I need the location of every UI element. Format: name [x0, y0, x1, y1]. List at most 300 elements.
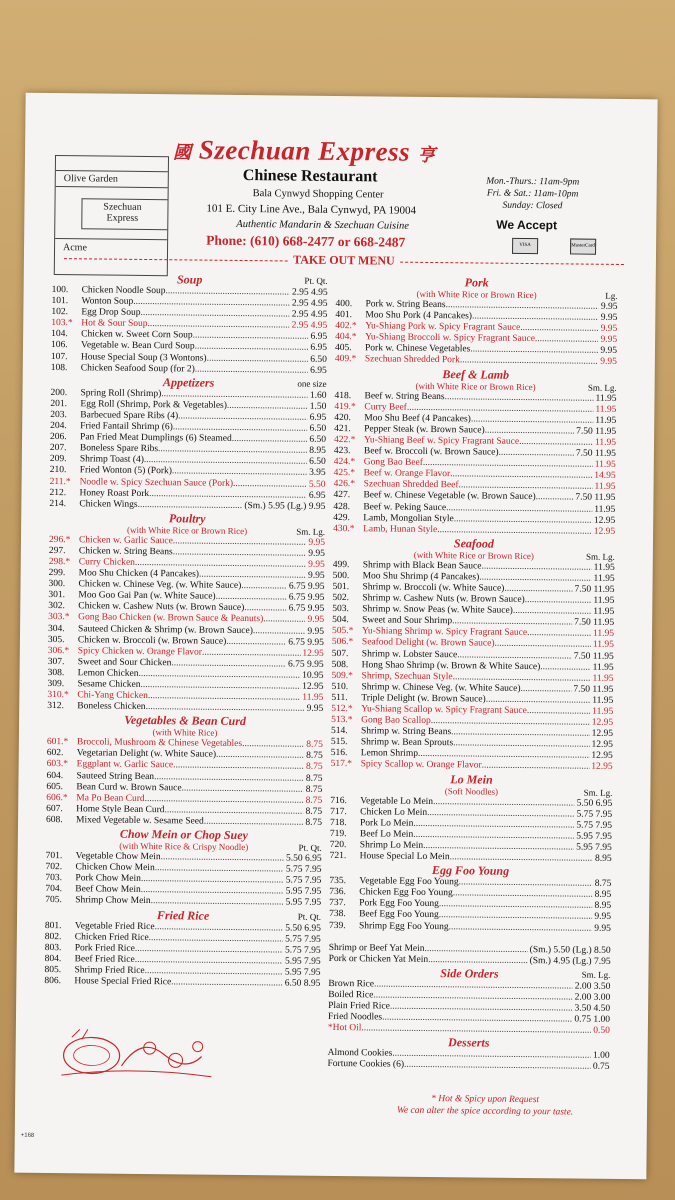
menu-item-price: 5.50	[308, 479, 326, 490]
leader-dots	[535, 334, 599, 346]
menu-item-number: 502.	[332, 593, 350, 604]
menu-item-name: Spicy Scallop w. Orange Flavor	[360, 759, 482, 772]
menu-item-price: 7.50 11.95	[573, 684, 614, 695]
menu-item-price: 9.95	[600, 346, 618, 357]
leader-dots	[540, 662, 590, 674]
leader-dots	[404, 1060, 591, 1073]
menu-item-number: 425.*	[333, 468, 356, 479]
menu-item-number: 603.*	[46, 759, 69, 770]
menu-item-name: House Special Fried Rice	[74, 976, 172, 988]
restaurant-name: Szechuan Express	[198, 134, 411, 167]
menu-item-price: 5.75 7.95	[576, 809, 613, 820]
menu-item-price: 9.95	[307, 626, 325, 637]
menu-item-number: 427.	[333, 490, 351, 501]
menu-item-name: Chicken w. Chinese Veg. (w. White Sauce)	[78, 579, 242, 592]
menu-item-name: Shrimp w. Cashew Nuts (w. Brown Sauce)	[362, 593, 525, 606]
menu-item-price: 11.95	[592, 640, 614, 651]
menu-item-number: 501.	[332, 581, 350, 593]
menu-item-price: 11.95	[302, 692, 324, 703]
menu-item-number: 500.	[332, 570, 350, 582]
menu-item-name: Sauteed Chicken & Shrimp (w. Brown Sauce)	[78, 623, 253, 636]
menu-item-name: Lamb, Mongolian Style	[363, 512, 454, 524]
leader-dots	[242, 739, 304, 751]
section-note: (with White Rice or Brown Rice) Sm. Lg.	[413, 549, 615, 562]
menu-item-name: Ma Po Bean Curd	[76, 793, 145, 804]
menu-item-number: 409.*	[334, 354, 357, 365]
map-label-acme: Acme	[62, 242, 87, 254]
menu-item-name: Chicken Seafood Soup (for 2)	[80, 362, 195, 375]
menu-item-name: Spicy Chicken w. Orange Flavor	[77, 646, 203, 658]
menu-item-name: Lamb, Hunan Style	[363, 523, 438, 535]
menu-item-price: 12.95	[302, 681, 324, 692]
menu-item-number: 212.	[49, 487, 67, 498]
menu-item	[327, 1059, 609, 1073]
menu-item-price: 11.95	[593, 562, 615, 573]
menu-item-price: 6.95	[310, 343, 328, 354]
menu-item-number: 300.	[48, 579, 66, 590]
menu-item-number: 802.	[44, 931, 62, 942]
menu-item-number: 312.	[47, 701, 64, 712]
menu-item-number: 514.	[330, 726, 348, 737]
section-price-columns: Pt. Qt.	[304, 275, 328, 286]
section-title: Egg Foo Young	[431, 863, 510, 878]
menu-item-price: 8.75	[305, 762, 323, 773]
menu-item-price: 14.95	[594, 470, 616, 482]
menu-item-number: 736.	[329, 887, 346, 898]
menu-item-name: Shrimp with Black Bean Sauce	[362, 560, 482, 572]
menu-item-name: Fried Wonton (5) (Pork)	[79, 465, 172, 477]
menu-item-number: 303.*	[48, 612, 70, 623]
menu-item-number: 301.	[48, 590, 66, 601]
menu-item-number: 308.	[47, 667, 65, 679]
leader-dots	[525, 595, 592, 607]
menu-item-price: 12.95	[302, 648, 324, 659]
menu-item-number: 302.	[48, 601, 65, 612]
menu-item-price: 9.95	[594, 923, 612, 934]
leader-dots	[499, 448, 574, 460]
menu-item-name: Pork w. Chinese Vegetables	[364, 343, 471, 355]
menu-item-price: 8.95	[309, 445, 326, 457]
menu-item-price: 9.95	[600, 323, 618, 335]
leader-dots	[504, 584, 572, 596]
menu-item-number: 804.	[44, 953, 62, 964]
section-price-columns: one size	[297, 378, 327, 389]
menu-item-number: 604.	[46, 770, 64, 781]
leader-dots	[527, 706, 590, 718]
menu-item-price: 3.50 4.50	[574, 1003, 611, 1014]
menu-item-price: 0.50	[593, 1025, 610, 1037]
menu-item-name: Lemon Shrimp	[360, 748, 419, 760]
menu-item-price: 8.75	[306, 739, 323, 751]
menu-item-number: 430.*	[333, 523, 355, 534]
menu-item-price: 6.95	[309, 412, 327, 423]
menu-item-number: 719.	[329, 828, 347, 839]
menu-item-price: 11.95	[592, 662, 614, 673]
menu-item-number: 297.	[48, 545, 66, 557]
menu-item-price	[609, 934, 611, 945]
menu-item-number: 100.	[51, 285, 69, 296]
menu-item-name: Chicken Fried Rice	[74, 931, 149, 943]
leader-dots	[449, 922, 593, 935]
menu-item-name: Vegetable Fried Rice	[74, 920, 155, 932]
menu-item-number: 701.	[45, 851, 63, 862]
menu-item-name: Shrimp w. Bean Sprouts	[360, 737, 454, 749]
menu-item-number: 735.	[329, 876, 347, 887]
menu-item-number: 102.	[51, 307, 69, 318]
menu-item-price: 11.95	[592, 706, 614, 717]
menu-item-price: 0.75	[592, 1062, 610, 1073]
leader-dots	[263, 615, 305, 627]
menu-item-name: Curry Beef	[364, 401, 407, 413]
menu-item-number: 805.	[44, 964, 62, 976]
menu-item-number: 705.	[45, 895, 62, 906]
menu-item-number: 426.*	[333, 479, 356, 490]
menu-item-name: House Special Soup (3 Wontons)	[80, 351, 207, 364]
leader-dots	[233, 478, 307, 490]
menu-item-name: Eggplant w. Garlic Sauce	[76, 759, 174, 771]
menu-item-name: Pork Egg Foo Young	[359, 898, 439, 910]
print-code: +168	[20, 1132, 35, 1139]
menu-item-price: 11.95	[592, 695, 614, 706]
menu-item-price: 10.95	[302, 670, 324, 681]
menu-item	[44, 976, 320, 990]
menu-item-number: 517.*	[330, 759, 353, 770]
menu-item-name: Brown Rice	[328, 978, 375, 990]
map-label-szechuan-express: Szechuan Express	[103, 201, 142, 224]
food-illustration	[51, 1025, 222, 1083]
menu-item-name: Chicken Chow Mein	[75, 862, 155, 874]
menu-item-price: 9.95	[308, 548, 325, 559]
menu-item-number: 310.*	[47, 690, 69, 701]
section-price-columns: Pt. Qt.	[297, 911, 322, 922]
menu-item-name: Moo Shu Chicken (4 Pancakes)	[78, 568, 200, 580]
section-price-columns: Lg.	[605, 290, 618, 301]
menu-item-number: 402.*	[335, 321, 357, 332]
menu-item-number: 739.	[328, 920, 346, 931]
menu-item-name: Pork Lo Mein	[359, 818, 414, 829]
menu-item-number: 429.	[333, 512, 350, 523]
menu-item-name: Mixed Vegetable w. Sesame Seed	[76, 815, 204, 827]
menu-sheet	[14, 93, 657, 1180]
menu-item-number: 421.	[334, 423, 351, 434]
section-title: Soup Pt. Qt.	[176, 272, 328, 287]
menu-item-price: 12.95	[591, 762, 613, 773]
menu-item-price: 6.75 9.95	[288, 603, 325, 615]
menu-item-number: 423.	[333, 445, 351, 457]
section-note: (with White Rice)	[152, 727, 218, 739]
menu-item-number: 806.	[44, 975, 62, 987]
spice-footnote: * Hot & Spicy upon Request We can alter the spice according to your taste.	[396, 1094, 574, 1118]
leader-dots	[520, 323, 598, 335]
restaurant-subtitle: Chinese Restaurant	[242, 166, 378, 186]
menu-item-number: 296.*	[48, 534, 71, 545]
menu-item-price: 9.95	[306, 703, 324, 715]
menu-item-name: Yu-Shiang Scallop w. Spicy Fragrant Sauce	[361, 704, 527, 717]
menu-item-price: 8.75	[305, 773, 323, 784]
takeout-banner: TAKE OUT MENU	[64, 250, 624, 271]
menu-item-number: 305.	[47, 634, 65, 645]
shopping-center: Bala Cynwyd Shopping Center	[252, 188, 384, 201]
menu-item-name: Szechuan Shredded Pork	[364, 354, 460, 366]
menu-item-price: 11.95	[592, 673, 614, 684]
menu-item-number: 608.	[46, 814, 63, 826]
menu-item-name: Almond Cookies	[327, 1048, 393, 1059]
section-title: Chow Mein or Chop Suey	[119, 826, 248, 843]
menu-item-number: 304.	[48, 623, 65, 634]
menu-item-price: 6.95	[308, 490, 326, 501]
leader-dots	[521, 684, 572, 696]
menu-item-name: Chicken w. String Beans	[78, 546, 173, 558]
menu-item-name: Shrimp Fried Rice	[74, 965, 145, 976]
menu-item-name: Beef w. Orange Flavor	[363, 468, 451, 480]
menu-item-number: 101.	[51, 296, 69, 307]
leader-dots	[513, 606, 592, 618]
menu-item-name: Chicken Wings	[79, 498, 138, 510]
menu-item-name: Fried Noodles	[327, 1012, 383, 1023]
menu-item-name: Wonton Soup	[81, 296, 134, 307]
menu-column-left	[44, 271, 327, 990]
menu-item-price: 6.50	[309, 434, 327, 446]
menu-item-price: 0.75 1.00	[574, 1014, 611, 1025]
menu-item-name: Shrimp w. Chinese Veg. (w. White Sauce)	[361, 682, 521, 694]
menu-item-name: Chicken Lo Mein	[360, 806, 428, 818]
menu-item-number: 108.	[50, 362, 68, 373]
section-title: Vegetables & Bean Curd	[124, 713, 247, 729]
menu-item-name: Pepper Steak (w. Brown Sauce)	[364, 424, 485, 436]
menu-item-name: Egg Roll (Shrimp, Pork & Vegetables)	[80, 399, 228, 411]
menu-column-right	[327, 274, 617, 1073]
leader-dots	[241, 581, 287, 593]
menu-item-name: Yu-Shiang Broccoli w. Spicy Fragrant Sauce	[365, 332, 535, 345]
menu-item-price: 8.75	[305, 795, 323, 806]
menu-item-name: Pork Chow Mein	[75, 873, 141, 885]
menu-item-number: 104.	[51, 329, 68, 340]
leader-dots	[536, 492, 574, 503]
menu-item-number: 505.*	[331, 626, 354, 637]
menu-item-name: Sweet and Sour Chicken	[77, 657, 172, 669]
section-title: Side Orders Sm. Lg.	[440, 965, 611, 981]
menu-item-price: 7.50 11.95	[576, 426, 617, 437]
menu-item-price: 1.60	[309, 390, 327, 401]
menu-item-name: Beef Chow Mein	[75, 884, 141, 896]
menu-item-price: 5.50 6.95	[285, 853, 322, 864]
menu-item-price: 11.95	[594, 504, 616, 515]
menu-item-number: 507.	[331, 648, 349, 659]
menu-item-price: 9.95	[307, 615, 325, 626]
menu-item-price: 2.95 4.95	[291, 309, 328, 321]
menu-item-price: 8.75	[594, 878, 612, 890]
menu-item-price: 5.50 6.95	[576, 798, 613, 809]
menu-item-price: 6.75 9.95	[288, 581, 325, 593]
menu-item-price: 11.95	[593, 606, 615, 618]
section-title: Beef & Lamb	[442, 366, 510, 382]
menu-item-name: Yu-Shiang Beef w. Spicy Fragrant Sauce	[363, 435, 520, 447]
menu-item-number: 206.	[50, 432, 67, 443]
menu-item-number: 704.	[45, 884, 63, 895]
menu-item-price: 8.95	[594, 889, 612, 901]
menu-item-number: 307.	[47, 656, 65, 667]
menu-item-price: 2.95 4.95	[291, 320, 328, 332]
menu-item-name: Spring Roll (Shrimp)	[80, 388, 162, 399]
menu-item-name: Pork or Chicken Yat Mein	[328, 953, 429, 965]
we-accept-label: We Accept	[496, 217, 558, 233]
menu-item-name: Vegetable Lo Mein	[360, 795, 434, 807]
menu-item-name: Seafood Delight (w. Brown Sauce)	[361, 637, 495, 650]
menu-item-number: 309.	[47, 678, 65, 690]
menu-item-price: (Sm.) 4.95 (Lg.) 7.95	[529, 955, 611, 967]
menu-item-name: Beef Fried Rice	[74, 954, 135, 965]
section-note: (Soft Noodles) Sm. Lg.	[444, 785, 613, 798]
menu-item-price: 5.95 7.95	[285, 897, 322, 909]
menu-item-price: 7.50 11.95	[575, 492, 616, 504]
menu-item-number: 200.	[50, 387, 68, 398]
leader-dots	[226, 636, 286, 648]
section-note: (with White Rice & Crispy Noodle) Pt. Qt.	[119, 840, 322, 853]
menu-item-name: Moo Shu Beef (4 Pancakes)	[364, 413, 471, 425]
leader-dots	[519, 437, 593, 449]
leader-dots	[227, 401, 308, 413]
menu-item-number: 606.*	[46, 792, 68, 803]
menu-item-number: 203.	[50, 409, 67, 421]
menu-item-name: Yu-Shiang Shrimp w. Spicy Fragrant Sauce	[361, 626, 528, 639]
menu-item-price: 2.00 3.00	[574, 992, 611, 1003]
menu-item-price: 6.50	[309, 457, 326, 468]
menu-item-number: 201.	[50, 398, 68, 410]
menu-item-number: 510.	[331, 681, 349, 692]
menu-item-name: Shrimp Chow Mein	[75, 895, 151, 907]
menu-item-number: 716.	[330, 795, 347, 806]
menu-item-price: 9.95	[308, 559, 325, 570]
menu-item-price: 9.95	[600, 301, 618, 312]
menu-item-price: 1.50	[309, 401, 327, 412]
menu-item-number: 299.	[48, 568, 66, 579]
menu-item-number: 107.	[50, 351, 68, 362]
menu-item-number: 499.	[332, 559, 350, 570]
menu-item-price: 5.75 7.95	[285, 875, 322, 887]
menu-item-number: 601.*	[46, 737, 69, 748]
menu-item-price: 9.95	[600, 335, 618, 346]
menu-item-price: 11.95	[593, 595, 615, 606]
menu-item-name: Beef w. Broccoli (w. Brown Sauce)	[363, 446, 499, 458]
menu-item-number: 418.	[334, 390, 352, 401]
menu-item-number: 516.	[330, 748, 348, 759]
menu-item-number: 801.	[44, 920, 62, 931]
leader-dots	[485, 425, 575, 437]
menu-item-number: 207.	[49, 443, 67, 454]
menu-item-price: 2.00 3.50	[574, 981, 611, 992]
menu-item-number: 503.	[332, 604, 349, 615]
menu-item-name: Vegetarian Delight (w. White Sauce)	[76, 748, 217, 761]
menu-item-price: 11.95	[594, 459, 616, 471]
section-note: (with White Rice or Brown Rice) Sm. Lg.	[415, 380, 617, 393]
menu-item-name: Shrimp or Beef Yat Mein	[328, 942, 425, 954]
address: 101 E. City Line Ave., Bala Cynwyd, PA 19004	[206, 202, 417, 217]
menu-item-price: 6.50	[310, 354, 327, 365]
menu-item-name: Gong Bao Chicken (w. Brown Sauce & Peanuts)	[78, 612, 264, 625]
menu-item-name: Beef w. String Beans	[364, 390, 445, 402]
menu-item-number: 602.	[46, 748, 64, 759]
section-price-columns: Sm. Lg.	[581, 969, 611, 980]
menu-item-price: 6.75 9.95	[288, 592, 325, 604]
menu-item-name: Fried Fantail Shrimp (6)	[80, 421, 173, 433]
menu-item-price: 8.95	[594, 901, 612, 912]
menu-item-name: Gong Bao Beef	[363, 457, 423, 469]
menu-item-name: Shrimp, Szechuan Style	[361, 670, 453, 682]
visa-card-icon: VISA	[512, 238, 538, 254]
menu-item-number: 204.	[50, 421, 67, 432]
menu-item-price: 5.50 6.95	[285, 922, 321, 934]
menu-item-number: 298.*	[48, 556, 71, 568]
menu-item-number: 419.*	[334, 401, 356, 412]
menu-item-name: Shrimp Toast (4)	[79, 454, 144, 466]
menu-item-number: 720.	[329, 839, 347, 851]
menu-item-price: 9.95	[600, 312, 618, 324]
menu-item-number: 702.	[45, 862, 63, 873]
menu-item-price: 7.50 11.95	[573, 651, 614, 662]
menu-item-name: Beef Egg Foo Young	[359, 909, 439, 921]
menu-item-price: 7.50 11.95	[574, 617, 615, 629]
menu-item-name: Broccoli, Mushroom & Chinese Vegetables	[76, 737, 243, 750]
menu-item-price: 9.95	[308, 537, 326, 548]
menu-item-name: Shrimp Lo Mein	[359, 840, 424, 851]
menu-item-number: 511.	[331, 692, 348, 704]
leader-dots	[527, 628, 591, 640]
menu-item-price: 5.95 7.95	[284, 967, 321, 978]
leader-dots	[253, 626, 306, 638]
leader-dots	[171, 977, 283, 989]
menu-item-price: 9.95	[600, 357, 617, 368]
menu-item-name: Lemon Chicken	[77, 668, 139, 679]
menu-item-number: 512.*	[331, 703, 353, 715]
menu-item-name: Chi-Yang Chicken	[77, 690, 148, 702]
menu-item-price: 12.95	[591, 728, 614, 740]
menu-item-name: Pork Fried Rice	[74, 942, 135, 954]
menu-item-name: Sesame Chicken	[77, 679, 141, 690]
section-title: Poultry	[168, 511, 206, 526]
menu-item-price: 11.95	[592, 629, 615, 640]
menu-item-name: Chicken Egg Foo Young	[359, 887, 453, 899]
menu-item-number: 703.	[45, 873, 63, 884]
menu-item-price: 12.95	[591, 751, 613, 762]
menu-item-name: Chicken w. Cashew Nuts (w. Brown Sauce)	[78, 601, 245, 614]
menu-item-price: 11.95	[594, 482, 616, 493]
menu-item-name: Beef w. Peking Sauce	[363, 501, 447, 513]
menu-item-price: 8.75	[305, 784, 323, 795]
business-hours: Mon.-Thurs.: 11am-9pm Fri. & Sat.: 11am-10pm Sunday: Closed	[486, 176, 580, 212]
section-title: Seafood	[453, 536, 495, 551]
menu-item-price: 6.75 9.95	[288, 659, 324, 670]
menu-item-price: 5.75 7.95	[576, 820, 613, 831]
section-price-columns: Sm. Lg.	[583, 787, 613, 798]
menu-item-price: 1.00	[592, 1050, 610, 1062]
menu-item-price: 9.95	[594, 912, 612, 923]
menu-item-name: Shrimp w. String Beans	[360, 726, 452, 738]
menu-item-number: 405.	[334, 343, 352, 354]
menu-item-price: 8.75	[306, 751, 323, 762]
section-title: Desserts	[448, 1035, 490, 1050]
menu-item-name: Sweet and Sour Shrimp	[362, 615, 453, 627]
menu-item-number: 504.	[332, 615, 349, 626]
menu-item-price: 11.95	[595, 393, 617, 404]
section-price-columns: Sm. Lg.	[296, 526, 326, 537]
section-title: Pork	[464, 275, 489, 290]
cuisine-tagline: Authentic Mandarin & Szechuan Cuisine	[236, 218, 410, 232]
menu-item-price: 5.75 7.95	[285, 945, 321, 956]
menu-item-price: 9.95	[307, 570, 325, 581]
menu-item-price: 7.50 11.95	[575, 448, 616, 459]
menu-item-number: 103.*	[51, 318, 73, 329]
menu-item-price: 8.75	[305, 817, 323, 828]
